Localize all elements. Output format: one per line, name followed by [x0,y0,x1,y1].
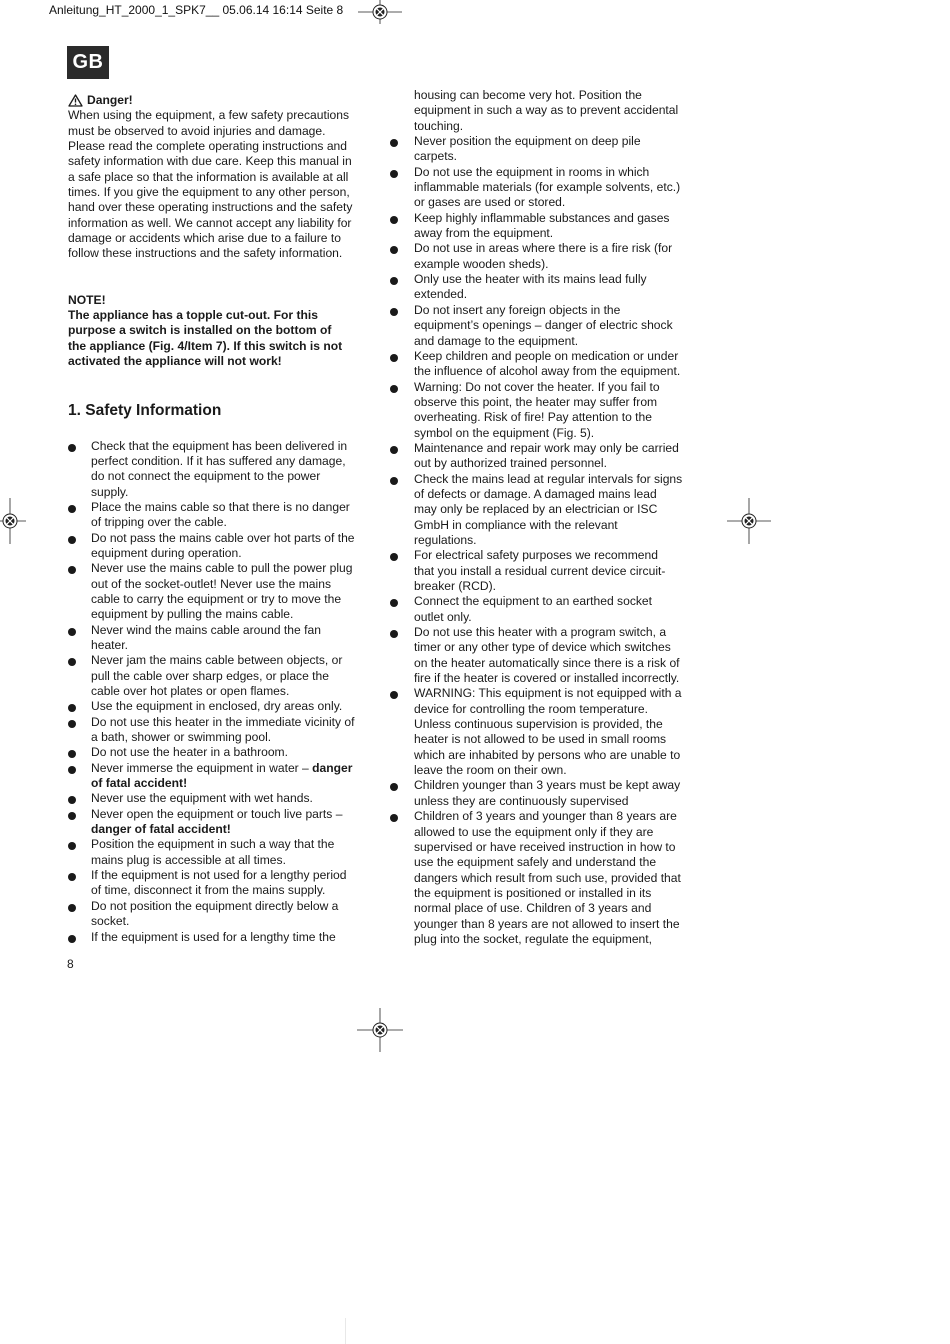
text-line: dangers which result from such use, provided that [414,870,681,885]
list-item [390,809,700,947]
text-line: safety information with due care. Keep this manual in [68,154,352,169]
list-item [390,165,700,211]
list-item [68,837,368,868]
text-line: follow these instructions and the safety information. [68,246,343,261]
bullet-icon [68,536,76,544]
list-item [390,134,700,165]
text-line: may only be replaced by an electrician or ISC [414,502,658,517]
bullet-icon [390,139,398,147]
list-item [68,761,368,792]
text-line: carpets. [414,149,458,164]
registration-mark-icon [357,1008,403,1052]
bullet-icon [390,277,398,285]
text-line: WARNING: This equipment is not equipped with a [414,686,682,701]
text-line: pull the cable over sharp edges, or place the [91,668,329,683]
text-line: do not connect the equipment to the power [91,469,321,484]
text-line: damage or accidents which arise due to a failure to [68,231,341,246]
bullet-icon [68,505,76,513]
list-item [68,899,368,930]
list-item [68,699,368,714]
text-line: Do not use the equipment in rooms in which [414,164,650,179]
text-line: or gases are used or stored. [414,195,566,210]
text-line: overheating. Risk of fire! Pay attention to the [414,410,652,425]
text-line: For electrical safety purposes we recommend [414,548,658,563]
bold-warning: of fatal accident! [91,776,188,791]
danger-title: Danger! [87,93,133,107]
bullet-icon [68,658,76,666]
text-line: Never wind the mains cable around the fan [91,622,321,637]
bullet-icon [390,308,398,316]
list-item [390,211,700,242]
text-line: Keep highly inflammable substances and gases [414,210,670,225]
list-item [68,930,368,945]
text-line: equipment’s openings – danger of electric shock [414,318,673,333]
divider [345,1318,346,1344]
text-line [91,822,368,837]
text-line: Unless continuous supervision is provided, the [414,717,663,732]
text-line: supply. [91,484,129,499]
bullet-icon [68,935,76,943]
danger-heading [68,93,368,108]
note-block [68,293,368,370]
text-line: example wooden sheds). [414,256,549,271]
bullet-icon [68,904,76,912]
text-line: Only use the heater with its mains lead fully [414,272,647,287]
text-line: Do not insert any foreign objects in the [414,302,621,317]
text-line: plug into the socket, regulate the equipment, [414,931,653,946]
bullet-icon [390,599,398,607]
text-line: Please read the complete operating instructions and [68,139,348,154]
list-item [390,241,700,272]
text-line: observe this point, the heater may suffer from [414,394,658,409]
bullet-icon [390,553,398,561]
text-line: Never position the equipment on deep pile [414,134,641,149]
text-line: mains plug is accessible at all times. [91,852,286,867]
text-line: Never jam the mains cable between objects, or [91,653,343,668]
text-line: Do not position the equipment directly below a [91,898,339,913]
text-line: When using the equipment, a few safety precautions [68,108,350,123]
bullet-icon [68,444,76,452]
continued-paragraph [390,88,700,134]
text-line: must be observed to avoid injuries and damage. [68,123,326,138]
text-line: normal place of use. Children of 3 years and [414,901,652,916]
bullet-icon [390,216,398,224]
text-line: equipment by pulling the mains cable. [91,607,294,622]
text-line: Keep children and people on medication or under [414,348,679,363]
text-line: out of the socket-outlet! Never use the mains [91,576,331,591]
left-bullet-list [68,439,368,945]
text-line [91,776,368,791]
text-line: of time, disconnect it from the mains supply. [91,883,326,898]
list-item [390,441,700,472]
text-run: Never immerse the equipment in water – [91,760,313,775]
text-line: If the equipment is used for a lengthy time the [91,929,336,944]
list-item [68,561,368,622]
text-line: on the heater automatically since there is a risk of [414,655,680,670]
list-item [390,594,700,625]
text-line: touching. [414,118,464,133]
right-column [390,88,700,947]
text-line: heater. [91,637,128,652]
right-bullet-list [390,134,700,947]
list-item [390,625,700,686]
text-line: purpose a switch is installed on the bottom of [68,323,332,338]
bullet-icon [68,842,76,850]
text-line: extended. [414,287,468,302]
registration-mark-icon [358,0,402,24]
text-line: times. If you give the equipment to any other person, [68,185,350,200]
text-line: Position the equipment in such a way that the [91,837,335,852]
text-line: If the equipment is not used for a lengthy period [91,868,347,883]
bullet-icon [390,385,398,393]
text-line: the equipment is positioned or installed in its [414,885,652,900]
text-line: and damage to the equipment. [414,333,579,348]
section-title: 1. Safety Information [68,401,222,419]
bullet-icon [68,796,76,804]
list-item [68,531,368,562]
text-line: Children younger than 3 years must be kept away [414,778,681,793]
text-line: Do not use the heater in a bathroom. [91,745,288,760]
text-line: Check that the equipment has been delivered in [91,438,348,453]
text-line: symbol on the equipment (Fig. 5). [414,425,595,440]
text-line: allowed to use the equipment only if they are [414,824,654,839]
bold-warning: danger of fatal accident! [91,822,231,837]
text-line: Never open the equipment or touch live parts – [91,806,343,821]
list-item [68,653,368,699]
list-item [390,472,700,549]
text-line: Use the equipment in enclosed, dry areas only. [91,699,343,714]
left-column [68,93,368,945]
list-item [68,807,368,838]
list-item [390,303,700,349]
list-item [390,686,700,778]
danger-text [68,108,368,261]
text-line: device for controlling the room temperature. [414,701,648,716]
bullet-icon [390,814,398,822]
list-item [68,623,368,654]
bullet-icon [68,750,76,758]
text-line: the appliance (Fig. 4/Item 7). If this switch is not [68,338,343,353]
text-line: GmbH in compliance with the relevant [414,517,618,532]
list-item [68,715,368,746]
warning-triangle-icon [68,94,83,107]
text-line: unless they are continuously supervised [414,793,629,808]
text-line: that you install a residual current device circuit- [414,563,666,578]
bullet-icon [68,720,76,728]
text-line: Do not use in areas where there is a fire risk (for [414,241,673,256]
text-line: leave the room on their own. [414,763,567,778]
list-item [68,439,368,500]
text-line: information as well. We cannot accept any liability for [68,215,352,230]
bullet-icon [390,691,398,699]
text-line: of tripping over the cable. [91,515,227,530]
text-line: activated the appliance will not work! [68,354,282,369]
list-item [390,349,700,380]
list-item [390,272,700,303]
page-number: 8 [67,957,74,971]
bullet-icon [68,566,76,574]
text-line: breaker (RCD). [414,579,496,593]
text-line: of defects or damage. A damaged mains lead [414,486,657,501]
text-line: fire if the heater is covered or installed incorrectly. [414,671,680,686]
text-line: the influence of alcohol away from the equipment. [414,364,681,379]
text-line: Warning: Do not cover the heater. If you fail to [414,379,660,394]
text-line: Check the mains lead at regular intervals for signs [414,471,683,486]
text-line: heater is not allowed to be used in small rooms [414,732,667,747]
text-line: which are inhabited by persons who are unable to [414,747,681,762]
text-line: equipment in such a way as to prevent accidental [414,103,679,118]
bullet-icon [390,354,398,362]
text-line: Do not pass the mains cable over hot parts of the [91,530,355,545]
text-line: cable over hot plates or open flames. [91,684,290,698]
bullet-icon [390,783,398,791]
bullet-icon [390,477,398,485]
registration-mark-icon [0,498,26,544]
text-line: timer or any other type of device which switches [414,640,671,655]
list-item [68,791,368,806]
bullet-icon [68,873,76,881]
bullet-icon [68,704,76,712]
registration-mark-icon [727,498,771,544]
text-line: hand over these operating instructions and the safety [68,200,353,215]
text-line: outlet only. [414,609,472,624]
text-line: inflammable materials (for example solvents, etc.) [414,180,681,195]
text-line: younger than 8 years are not allowed to insert the [414,916,680,931]
text-line: out by authorized trained personnel. [414,456,607,471]
print-slug: Anleitung_HT_2000_1_SPK7__ 05.06.14 16:14 Seite 8 [49,3,344,17]
text-line: Place the mains cable so that there is no danger [91,499,350,514]
text-line: a safe place so that the information is available at all [68,169,349,184]
text-line: supervised or have received instruction in how to [414,839,676,854]
list-item [68,500,368,531]
text-line: housing can become very hot. Position the [414,88,642,102]
text-line: cable to carry the equipment or try to move the [91,591,342,606]
text-line: Do not use this heater with a program switch, a [414,625,667,640]
bullet-icon [68,766,76,774]
text-line: use the equipment safely and understand the [414,855,657,870]
text-line: regulations. [414,532,477,547]
text-line: Do not use this heater in the immediate vicinity of [91,714,355,729]
note-label: NOTE! [68,292,106,307]
text-line: perfect condition. If it has suffered any damage, [91,453,346,468]
bold-warning: danger [312,760,353,775]
text-line: Children of 3 years and younger than 8 years are [414,809,677,824]
bullet-icon [390,446,398,454]
text-line [91,761,368,776]
list-item [390,548,700,594]
bullet-icon [68,812,76,820]
bullet-icon [68,628,76,636]
text-line: away from the equipment. [414,226,554,241]
text-line: Never use the mains cable to pull the power plug [91,561,353,576]
list-item [390,380,700,441]
language-badge: GB [67,46,109,79]
list-item [68,868,368,899]
list-item [68,745,368,760]
bullet-icon [390,630,398,638]
text-line: The appliance has a topple cut-out. For this [68,308,318,323]
text-line: a bath, shower or swimming pool. [91,730,272,745]
bullet-icon [390,170,398,178]
text-line: equipment during operation. [91,545,242,560]
text-line: socket. [91,914,130,929]
list-item [390,778,700,809]
bullet-icon [390,246,398,254]
text-line: Maintenance and repair work may only be carried [414,440,679,455]
text-line: Never use the equipment with wet hands. [91,791,313,806]
text-line: Connect the equipment to an earthed socket [414,594,653,609]
